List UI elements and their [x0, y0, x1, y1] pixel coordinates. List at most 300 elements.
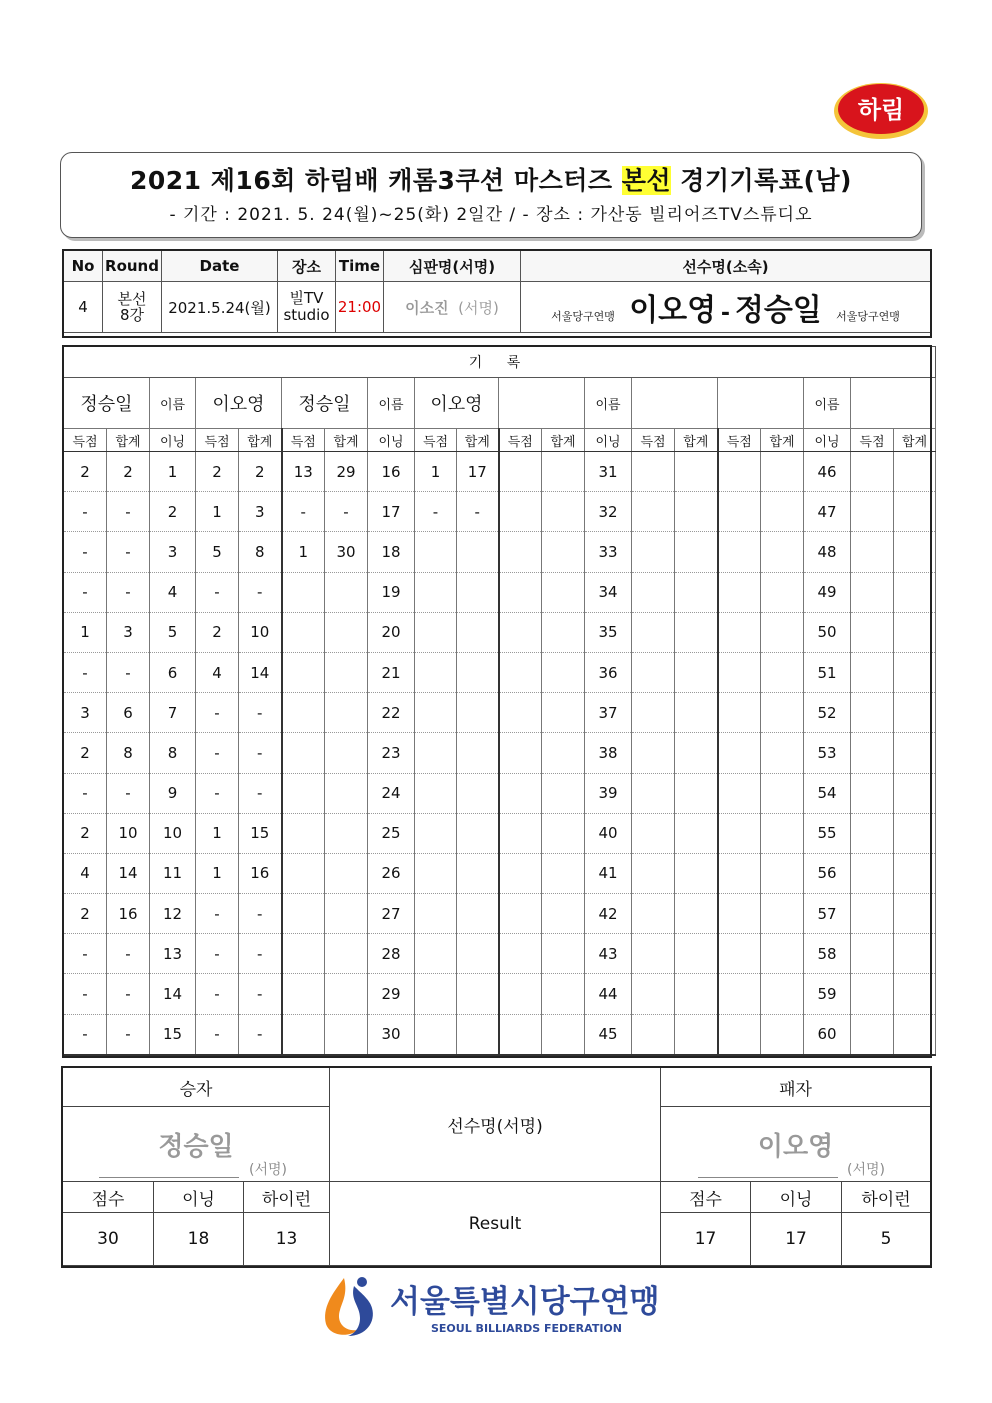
- record-cell: [851, 1014, 894, 1055]
- record-cell: [632, 813, 675, 853]
- record-cell: [718, 452, 761, 492]
- record-cell: 50: [804, 612, 851, 652]
- record-cell: [718, 693, 761, 733]
- record-cell: [542, 934, 585, 974]
- record-cell: [499, 532, 542, 572]
- record-cell: [499, 853, 542, 893]
- record-cell: [325, 612, 368, 652]
- loser-highrun: 5: [842, 1213, 931, 1266]
- col-total: 합계: [239, 429, 282, 452]
- loser-inning-header: 이닝: [751, 1182, 842, 1213]
- record-cell: 1: [64, 612, 107, 652]
- record-cell: -: [107, 974, 150, 1014]
- record-cell: -: [239, 974, 282, 1014]
- record-cell: [415, 1014, 457, 1055]
- club-right: 서울당구연맹: [836, 310, 900, 323]
- record-cell: 13: [282, 452, 325, 492]
- col-total: 합계: [107, 429, 150, 452]
- record-cell: [499, 934, 542, 974]
- record-cell: [499, 773, 542, 813]
- record-cell: [761, 773, 804, 813]
- record-cell: [415, 894, 457, 934]
- record-cell: 3: [64, 693, 107, 733]
- record-cell: 2: [64, 452, 107, 492]
- record-cell: [675, 934, 718, 974]
- record-cell: 20: [368, 612, 415, 652]
- record-cell: 16: [239, 853, 282, 893]
- record-cell: 26: [368, 853, 415, 893]
- record-cell: [632, 492, 675, 532]
- record-cell: 4: [150, 572, 196, 612]
- record-cell: 16: [107, 894, 150, 934]
- record-cell: 2: [239, 452, 282, 492]
- record-cell: -: [196, 572, 239, 612]
- record-cell: [894, 813, 936, 853]
- record-cell: [761, 1014, 804, 1055]
- record-cell: 57: [804, 894, 851, 934]
- record-cell: [499, 1014, 542, 1055]
- record-cell: [542, 492, 585, 532]
- record-cell: [632, 532, 675, 572]
- record-cell: 53: [804, 733, 851, 773]
- match-info-table: [63, 250, 931, 333]
- record-cell: [499, 492, 542, 532]
- table-row: [64, 813, 936, 853]
- record-cell: [894, 853, 936, 893]
- referee-cell: [384, 282, 521, 333]
- record-cell: [718, 572, 761, 612]
- record-cell: -: [239, 894, 282, 934]
- table-row: [64, 492, 936, 532]
- loser-sign-line: [698, 1177, 838, 1178]
- record-cell: [761, 452, 804, 492]
- players-cell: [521, 282, 931, 333]
- record-cell: [325, 974, 368, 1014]
- record-cell: -: [457, 492, 499, 532]
- record-cell: [761, 492, 804, 532]
- col-inning: 이닝: [585, 429, 632, 452]
- record-cell: [457, 572, 499, 612]
- record-cell: 8: [107, 733, 150, 773]
- page-subtitle: - 기간 : 2021. 5. 24(월)~25(화) 2일간 / - 장소 : 가산동 빌리어즈TV스튜디오: [169, 205, 813, 225]
- record-cell: [675, 612, 718, 652]
- record-cell: [761, 894, 804, 934]
- record-cell: -: [239, 572, 282, 612]
- record-cell: [457, 974, 499, 1014]
- record-cell: [415, 693, 457, 733]
- record-cell: [894, 612, 936, 652]
- record-cell: -: [107, 773, 150, 813]
- header-date: Date: [162, 251, 278, 282]
- record-cell: 38: [585, 733, 632, 773]
- record-cell: [542, 1014, 585, 1055]
- loser-sign: (서명): [847, 1162, 885, 1178]
- record-cell: [851, 773, 894, 813]
- record-cell: [851, 853, 894, 893]
- record-cell: [499, 572, 542, 612]
- record-cell: 5: [196, 532, 239, 572]
- record-cell: [675, 693, 718, 733]
- record-cell: 10: [107, 813, 150, 853]
- record-cell: -: [325, 492, 368, 532]
- brand-text: 하림: [857, 96, 905, 124]
- col-score: 득점: [851, 429, 894, 452]
- record-cell: [851, 572, 894, 612]
- record-cell: [675, 773, 718, 813]
- flame-blue-icon: [348, 1286, 373, 1336]
- col-total: 합계: [457, 429, 499, 452]
- record-cell: [542, 733, 585, 773]
- record-cell: -: [239, 693, 282, 733]
- record-cell: [325, 813, 368, 853]
- col-total: 합계: [761, 429, 804, 452]
- record-cell: [632, 652, 675, 692]
- col-total: 합계: [325, 429, 368, 452]
- record-cell: [894, 733, 936, 773]
- record-cell: [282, 693, 325, 733]
- harim-logo: [832, 78, 930, 140]
- record-cell: [851, 974, 894, 1014]
- page-title: 2021 제16회 하림배 캐롬3쿠션 마스터즈 본선 경기기록표(남): [129, 166, 852, 195]
- winner-sign-line: [99, 1177, 239, 1178]
- record-cell: 4: [64, 853, 107, 893]
- club-left: 서울당구연맹: [551, 310, 615, 323]
- record-cell: 19: [368, 572, 415, 612]
- record-cell: 29: [325, 452, 368, 492]
- table-row: [64, 934, 936, 974]
- record-cell: 2: [196, 452, 239, 492]
- record-cell: [894, 934, 936, 974]
- col-score: 득점: [499, 429, 542, 452]
- record-cell: [325, 853, 368, 893]
- record-cell: [894, 652, 936, 692]
- record-cell: 39: [585, 773, 632, 813]
- winner-label: 승자: [63, 1068, 330, 1107]
- loser-label: 패자: [661, 1068, 931, 1107]
- record-cell: 8: [239, 532, 282, 572]
- record-cell: [761, 652, 804, 692]
- record-cell: [542, 572, 585, 612]
- record-cell: 3: [239, 492, 282, 532]
- record-cell: 58: [804, 934, 851, 974]
- player-left: 이오영: [629, 293, 717, 328]
- col-score: 득점: [718, 429, 761, 452]
- result-table: [62, 1067, 931, 1266]
- record-cell: [325, 733, 368, 773]
- record-cell: [542, 974, 585, 1014]
- record-cell: 21: [368, 652, 415, 692]
- col-total: 합계: [894, 429, 936, 452]
- record-cell: 5: [150, 612, 196, 652]
- record-cell: 36: [585, 652, 632, 692]
- record-cell: 1: [196, 853, 239, 893]
- record-cell: [718, 652, 761, 692]
- record-cell: 43: [585, 934, 632, 974]
- record-cell: 2: [64, 813, 107, 853]
- record-cell: 30: [325, 532, 368, 572]
- table-row: [64, 853, 936, 893]
- record-cell: [675, 813, 718, 853]
- record-cell: 6: [150, 652, 196, 692]
- record-cell: [675, 652, 718, 692]
- record-cell: [675, 452, 718, 492]
- col-score: 득점: [632, 429, 675, 452]
- record-cell: [718, 1014, 761, 1055]
- record-cell: [282, 612, 325, 652]
- record-cell: 16: [368, 452, 415, 492]
- record-cell: 1: [415, 452, 457, 492]
- record-cell: 51: [804, 652, 851, 692]
- loser-score-header: 점수: [661, 1182, 751, 1213]
- record-cell: 24: [368, 773, 415, 813]
- record-cell: [499, 693, 542, 733]
- table-row: [64, 733, 936, 773]
- col-score: 득점: [196, 429, 239, 452]
- record-cell: 14: [239, 652, 282, 692]
- record-cell: [457, 773, 499, 813]
- record-cell: [325, 572, 368, 612]
- record-cell: 56: [804, 853, 851, 893]
- name-label: 이름: [150, 378, 196, 429]
- record-cell: [718, 894, 761, 934]
- col-inning: 이닝: [368, 429, 415, 452]
- name-empty: [718, 378, 804, 429]
- table-row: [64, 974, 936, 1014]
- player-right: 정승일: [734, 293, 822, 328]
- record-cell: [761, 612, 804, 652]
- score-record-table: [63, 346, 936, 1056]
- record-cell: 35: [585, 612, 632, 652]
- record-cell: 31: [585, 452, 632, 492]
- name-b-left: 이오영: [196, 378, 282, 429]
- name-empty: [499, 378, 585, 429]
- record-cell: 14: [150, 974, 196, 1014]
- winner-inning: 18: [154, 1213, 244, 1266]
- record-cell: 32: [585, 492, 632, 532]
- header-venue: 장소: [278, 251, 336, 282]
- record-cell: 33: [585, 532, 632, 572]
- flame-icon: [325, 1278, 358, 1335]
- record-cell: [851, 612, 894, 652]
- record-cell: [542, 652, 585, 692]
- record-cell: 12: [150, 894, 196, 934]
- record-cell: -: [196, 773, 239, 813]
- header-players: 선수명(소속): [521, 251, 931, 282]
- record-cell: [415, 612, 457, 652]
- winner-highrun-header: 하이런: [244, 1182, 330, 1213]
- record-cell: 2: [64, 733, 107, 773]
- record-cell: [499, 733, 542, 773]
- winner-score: 30: [63, 1213, 154, 1266]
- record-cell: [457, 934, 499, 974]
- record-cell: [457, 733, 499, 773]
- record-cell: [675, 532, 718, 572]
- record-cell: [894, 492, 936, 532]
- winner-sign: (서명): [249, 1162, 287, 1178]
- table-row: [64, 1014, 936, 1055]
- record-cell: [325, 1014, 368, 1055]
- record-cell: [632, 733, 675, 773]
- record-cell: 15: [150, 1014, 196, 1055]
- record-cell: [632, 894, 675, 934]
- record-cell: [718, 853, 761, 893]
- referee-name: 이소진: [405, 298, 449, 317]
- record-cell: -: [239, 1014, 282, 1055]
- record-cell: [632, 1014, 675, 1055]
- record-cell: [718, 612, 761, 652]
- record-cell: [894, 452, 936, 492]
- org-name-en: SEOUL BILLIARDS FEDERATION: [431, 1322, 622, 1335]
- record-cell: 30: [368, 1014, 415, 1055]
- record-cell: 1: [196, 492, 239, 532]
- record-cell: [325, 894, 368, 934]
- record-cell: [415, 974, 457, 1014]
- record-cell: [499, 974, 542, 1014]
- record-cell: [499, 452, 542, 492]
- record-cell: [632, 974, 675, 1014]
- record-cell: [761, 853, 804, 893]
- record-cell: [718, 813, 761, 853]
- record-cell: 10: [150, 813, 196, 853]
- col-score: 득점: [282, 429, 325, 452]
- record-cell: [718, 934, 761, 974]
- record-cell: [632, 612, 675, 652]
- record-cell: -: [196, 894, 239, 934]
- record-cell: [851, 693, 894, 733]
- record-cell: 17: [457, 452, 499, 492]
- loser-highrun-header: 하이런: [842, 1182, 931, 1213]
- record-cell: [851, 452, 894, 492]
- record-cell: [851, 813, 894, 853]
- table-row: [64, 452, 936, 492]
- record-cell: [325, 652, 368, 692]
- record-cell: [761, 693, 804, 733]
- header-referee: 심판명(서명): [384, 251, 521, 282]
- record-cell: -: [239, 934, 282, 974]
- record-cell: [542, 773, 585, 813]
- record-cell: -: [64, 532, 107, 572]
- record-cell: [894, 1014, 936, 1055]
- match-round: 본선 8강: [103, 282, 162, 333]
- table-row: [64, 652, 936, 692]
- record-cell: [761, 733, 804, 773]
- record-cell: [415, 934, 457, 974]
- record-cell: [718, 974, 761, 1014]
- table-row: [64, 894, 936, 934]
- record-cell: -: [282, 492, 325, 532]
- record-cell: [851, 733, 894, 773]
- record-cell: 27: [368, 894, 415, 934]
- winner-highrun: 13: [244, 1213, 330, 1266]
- record-cell: 3: [107, 612, 150, 652]
- record-cell: 60: [804, 1014, 851, 1055]
- record-cell: [415, 572, 457, 612]
- record-cell: 59: [804, 974, 851, 1014]
- winner-score-header: 점수: [63, 1182, 154, 1213]
- record-cell: 18: [368, 532, 415, 572]
- loser-inning: 17: [751, 1213, 842, 1266]
- name-empty: [632, 378, 718, 429]
- col-score: 득점: [64, 429, 107, 452]
- record-cell: [542, 813, 585, 853]
- record-cell: 40: [585, 813, 632, 853]
- record-cell: [761, 974, 804, 1014]
- record-cell: [457, 813, 499, 853]
- table-row: [64, 693, 936, 733]
- record-cell: -: [415, 492, 457, 532]
- record-cell: 2: [107, 452, 150, 492]
- record-cell: [542, 693, 585, 733]
- record-cell: [894, 572, 936, 612]
- record-cell: [457, 894, 499, 934]
- record-cell: 29: [368, 974, 415, 1014]
- record-cell: [457, 853, 499, 893]
- record-cell: 9: [150, 773, 196, 813]
- table-row: [64, 612, 936, 652]
- org-name: 서울특별시당구연맹: [390, 1284, 660, 1320]
- record-cell: [282, 652, 325, 692]
- record-cell: -: [196, 733, 239, 773]
- record-cell: [499, 894, 542, 934]
- record-title: 기 록: [64, 347, 936, 378]
- ball-icon: [357, 1277, 367, 1287]
- record-cell: -: [196, 693, 239, 733]
- record-cell: 1: [196, 813, 239, 853]
- record-cell: [282, 773, 325, 813]
- record-cell: 44: [585, 974, 632, 1014]
- record-cell: [851, 532, 894, 572]
- record-cell: 14: [107, 853, 150, 893]
- col-inning: 이닝: [804, 429, 851, 452]
- record-cell: [542, 532, 585, 572]
- record-cell: 2: [150, 492, 196, 532]
- name-label: 이름: [368, 378, 415, 429]
- record-cell: 7: [150, 693, 196, 733]
- record-cell: [761, 572, 804, 612]
- record-cell: [718, 733, 761, 773]
- record-cell: 46: [804, 452, 851, 492]
- record-cell: -: [107, 934, 150, 974]
- col-total: 합계: [675, 429, 718, 452]
- record-cell: [457, 1014, 499, 1055]
- record-cell: [894, 894, 936, 934]
- record-cell: -: [64, 974, 107, 1014]
- record-cell: 28: [368, 934, 415, 974]
- name-b-right: 이오영: [415, 378, 499, 429]
- record-cell: 25: [368, 813, 415, 853]
- match-date: 2021.5.24(월): [162, 282, 278, 333]
- record-cell: -: [64, 572, 107, 612]
- record-cell: [542, 894, 585, 934]
- name-label: 이름: [585, 378, 632, 429]
- name-a-right: 정승일: [282, 378, 368, 429]
- title-box: [60, 152, 922, 238]
- record-cell: [851, 894, 894, 934]
- record-cell: 6: [107, 693, 150, 733]
- winner-name: 정승일: [63, 1107, 330, 1182]
- record-cell: 1: [150, 452, 196, 492]
- name-empty: [851, 378, 936, 429]
- header-time: Time: [336, 251, 384, 282]
- record-cell: [325, 773, 368, 813]
- record-cell: -: [107, 1014, 150, 1055]
- record-cell: -: [64, 934, 107, 974]
- name-a-left: 정승일: [64, 378, 150, 429]
- record-cell: [851, 652, 894, 692]
- record-cell: [415, 532, 457, 572]
- federation-logo: [314, 1272, 684, 1342]
- record-cell: 2: [64, 894, 107, 934]
